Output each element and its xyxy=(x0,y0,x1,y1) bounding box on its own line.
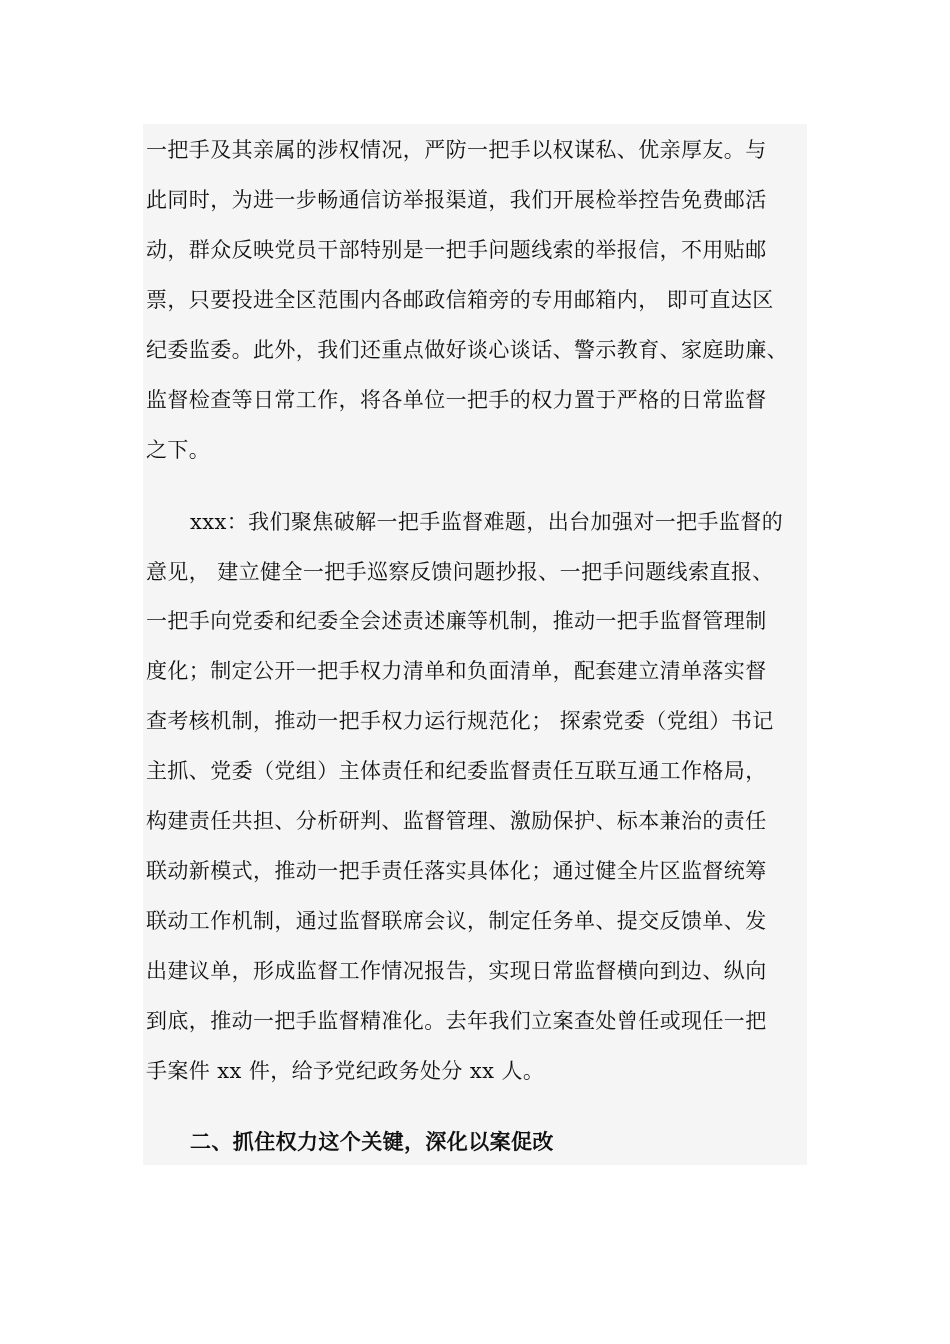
paragraph-1-line-7: 之下。 xyxy=(146,438,211,462)
paragraph-1-line-1: 一把手及其亲属的涉权情况，严防一把手以权谋私、优亲厚友。与 xyxy=(146,138,767,162)
paragraph-2-line-10: 出建议单，形成监督工作情况报告，实现日常监督横向到边、纵向 xyxy=(146,959,767,983)
paragraph-2-line-6: 主抓、党委（党组）主体责任和纪委监督责任互联互通工作格局， xyxy=(146,759,767,783)
paragraph-2-line-7: 构建责任共担、分析研判、监督管理、激励保护、标本兼治的责任 xyxy=(146,809,767,833)
paragraph-2-line-5: 查考核机制，推动一把手权力运行规范化； 探索党委（党组）书记 xyxy=(146,709,774,733)
paragraph-2-line-8: 联动新模式，推动一把手责任落实具体化；通过健全片区监督统筹 xyxy=(146,859,767,883)
paragraph-2-line-11: 到底，推动一把手监督精准化。去年我们立案查处曾任或现任一把 xyxy=(146,1009,767,1033)
paragraph-1-line-3: 动，群众反映党员干部特别是一把手问题线索的举报信，不用贴邮 xyxy=(146,238,767,262)
paragraph-2-line-9: 联动工作机制，通过监督联席会议，制定任务单、提交反馈单、发 xyxy=(146,909,767,933)
paragraph-2-line-12: 手案件 xx 件，给予党纪政务处分 xx 人。 xyxy=(146,1059,545,1083)
paragraph-2-line-3: 一把手向党委和纪委全会述责述廉等机制，推动一把手监督管理制 xyxy=(146,609,767,633)
paragraph-1-line-2: 此同时，为进一步畅通信访举报渠道，我们开展检举控告免费邮活 xyxy=(146,188,767,212)
paragraph-2-line-2: 意见， 建立健全一把手巡察反馈问题抄报、一把手问题线索直报、 xyxy=(146,560,774,584)
paragraph-1-line-4: 票，只要投进全区范围内各邮政信箱旁的专用邮箱内， 即可直达区 xyxy=(146,288,774,312)
paragraph-2-line-4: 度化；制定公开一把手权力清单和负面清单，配套建立清单落实督 xyxy=(146,659,767,683)
section-heading: 二、抓住权力这个关键，深化以案促改 xyxy=(190,1129,554,1154)
paragraph-1-line-6: 监督检查等日常工作，将各单位一把手的权力置于严格的日常监督 xyxy=(146,388,767,412)
paragraph-2-line-1: xxx：我们聚焦破解一把手监督难题，出台加强对一把手监督的 xyxy=(190,510,784,534)
paragraph-1-line-5: 纪委监委。此外，我们还重点做好谈心谈话、警示教育、家庭助廉、 xyxy=(146,338,788,362)
